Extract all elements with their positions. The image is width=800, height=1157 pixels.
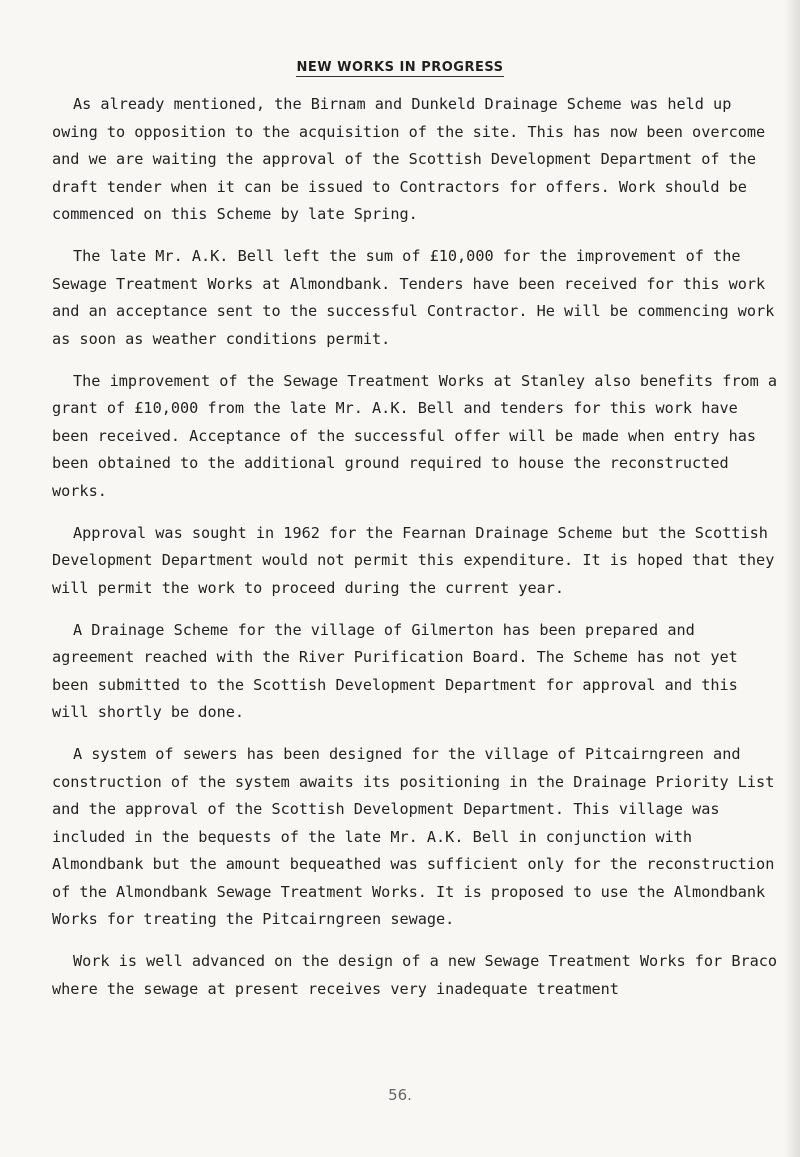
- paragraph-pitcairngreen: A system of sewers has been designed for the village of Pitcairngreen and construction of the system awaits its positioning in the Drainage Priority List and the approval of the Scottish Development Department. This village was included in the bequests of the late Mr. A.K. Bell in conjunction with Almondbank but the amount bequeathed was sufficient only for the reconstruction of the Almondbank Sewage Treatment Works. It is proposed to use the Almondbank Works for treating the Pitcairngreen sewage.: [52, 745, 775, 928]
- page-heading: [0, 60, 800, 75]
- paragraph-fearnan: Approval was sought in 1962 for the Fearnan Drainage Scheme but the Scottish Development Department would not permit this expenditure. It is hoped that they will permit the work to proceed during the current year.: [52, 523, 775, 597]
- heading-text: NEW WORKS IN PROGRESS: [296, 60, 504, 75]
- paragraph-braco: Work is well advanced on the design of a new Sewage Treatment Works for Braco where the sewage at present receives very inadequate treatment: [52, 952, 778, 998]
- paragraph-almondbank: The late Mr. A.K. Bell left the sum of £10,000 for the improvement of the Sewage Treatment Works at Almondbank. Tenders have been received for this work and an acceptance sent to the successful Contractor. He will be commencing work as soon as weather conditions permit.: [52, 247, 775, 348]
- paragraph-gilmerton: A Drainage Scheme for the village of Gilmerton has been prepared and agreement reached with the River Purification Board. The Scheme has not yet been submitted to the Scottish Development Department for approval and this will shortly be done.: [52, 620, 738, 721]
- paragraph-birnam-dunkeld: As already mentioned, the Birnam and Dunkeld Drainage Scheme was held up owing to opposition to the acquisition of the site. This has now been overcome and we are waiting the approval of the Scottish Development Department of the draft tender when it can be issued to Contractors for offers. Work should be commenced on this Scheme by late Spring.: [52, 95, 766, 223]
- page-number: 56.: [388, 1086, 412, 1104]
- page-edge-shadow: [784, 0, 800, 1157]
- paragraph-stanley: The improvement of the Sewage Treatment Works at Stanley also benefits from a grant of £10,000 from the late Mr. A.K. Bell and tenders for this work have been received. Acceptance of the successful offer will be made when entry has been obtained to the additional ground required to house the reconstructed works.: [52, 371, 778, 500]
- body-text: [52, 91, 782, 1018]
